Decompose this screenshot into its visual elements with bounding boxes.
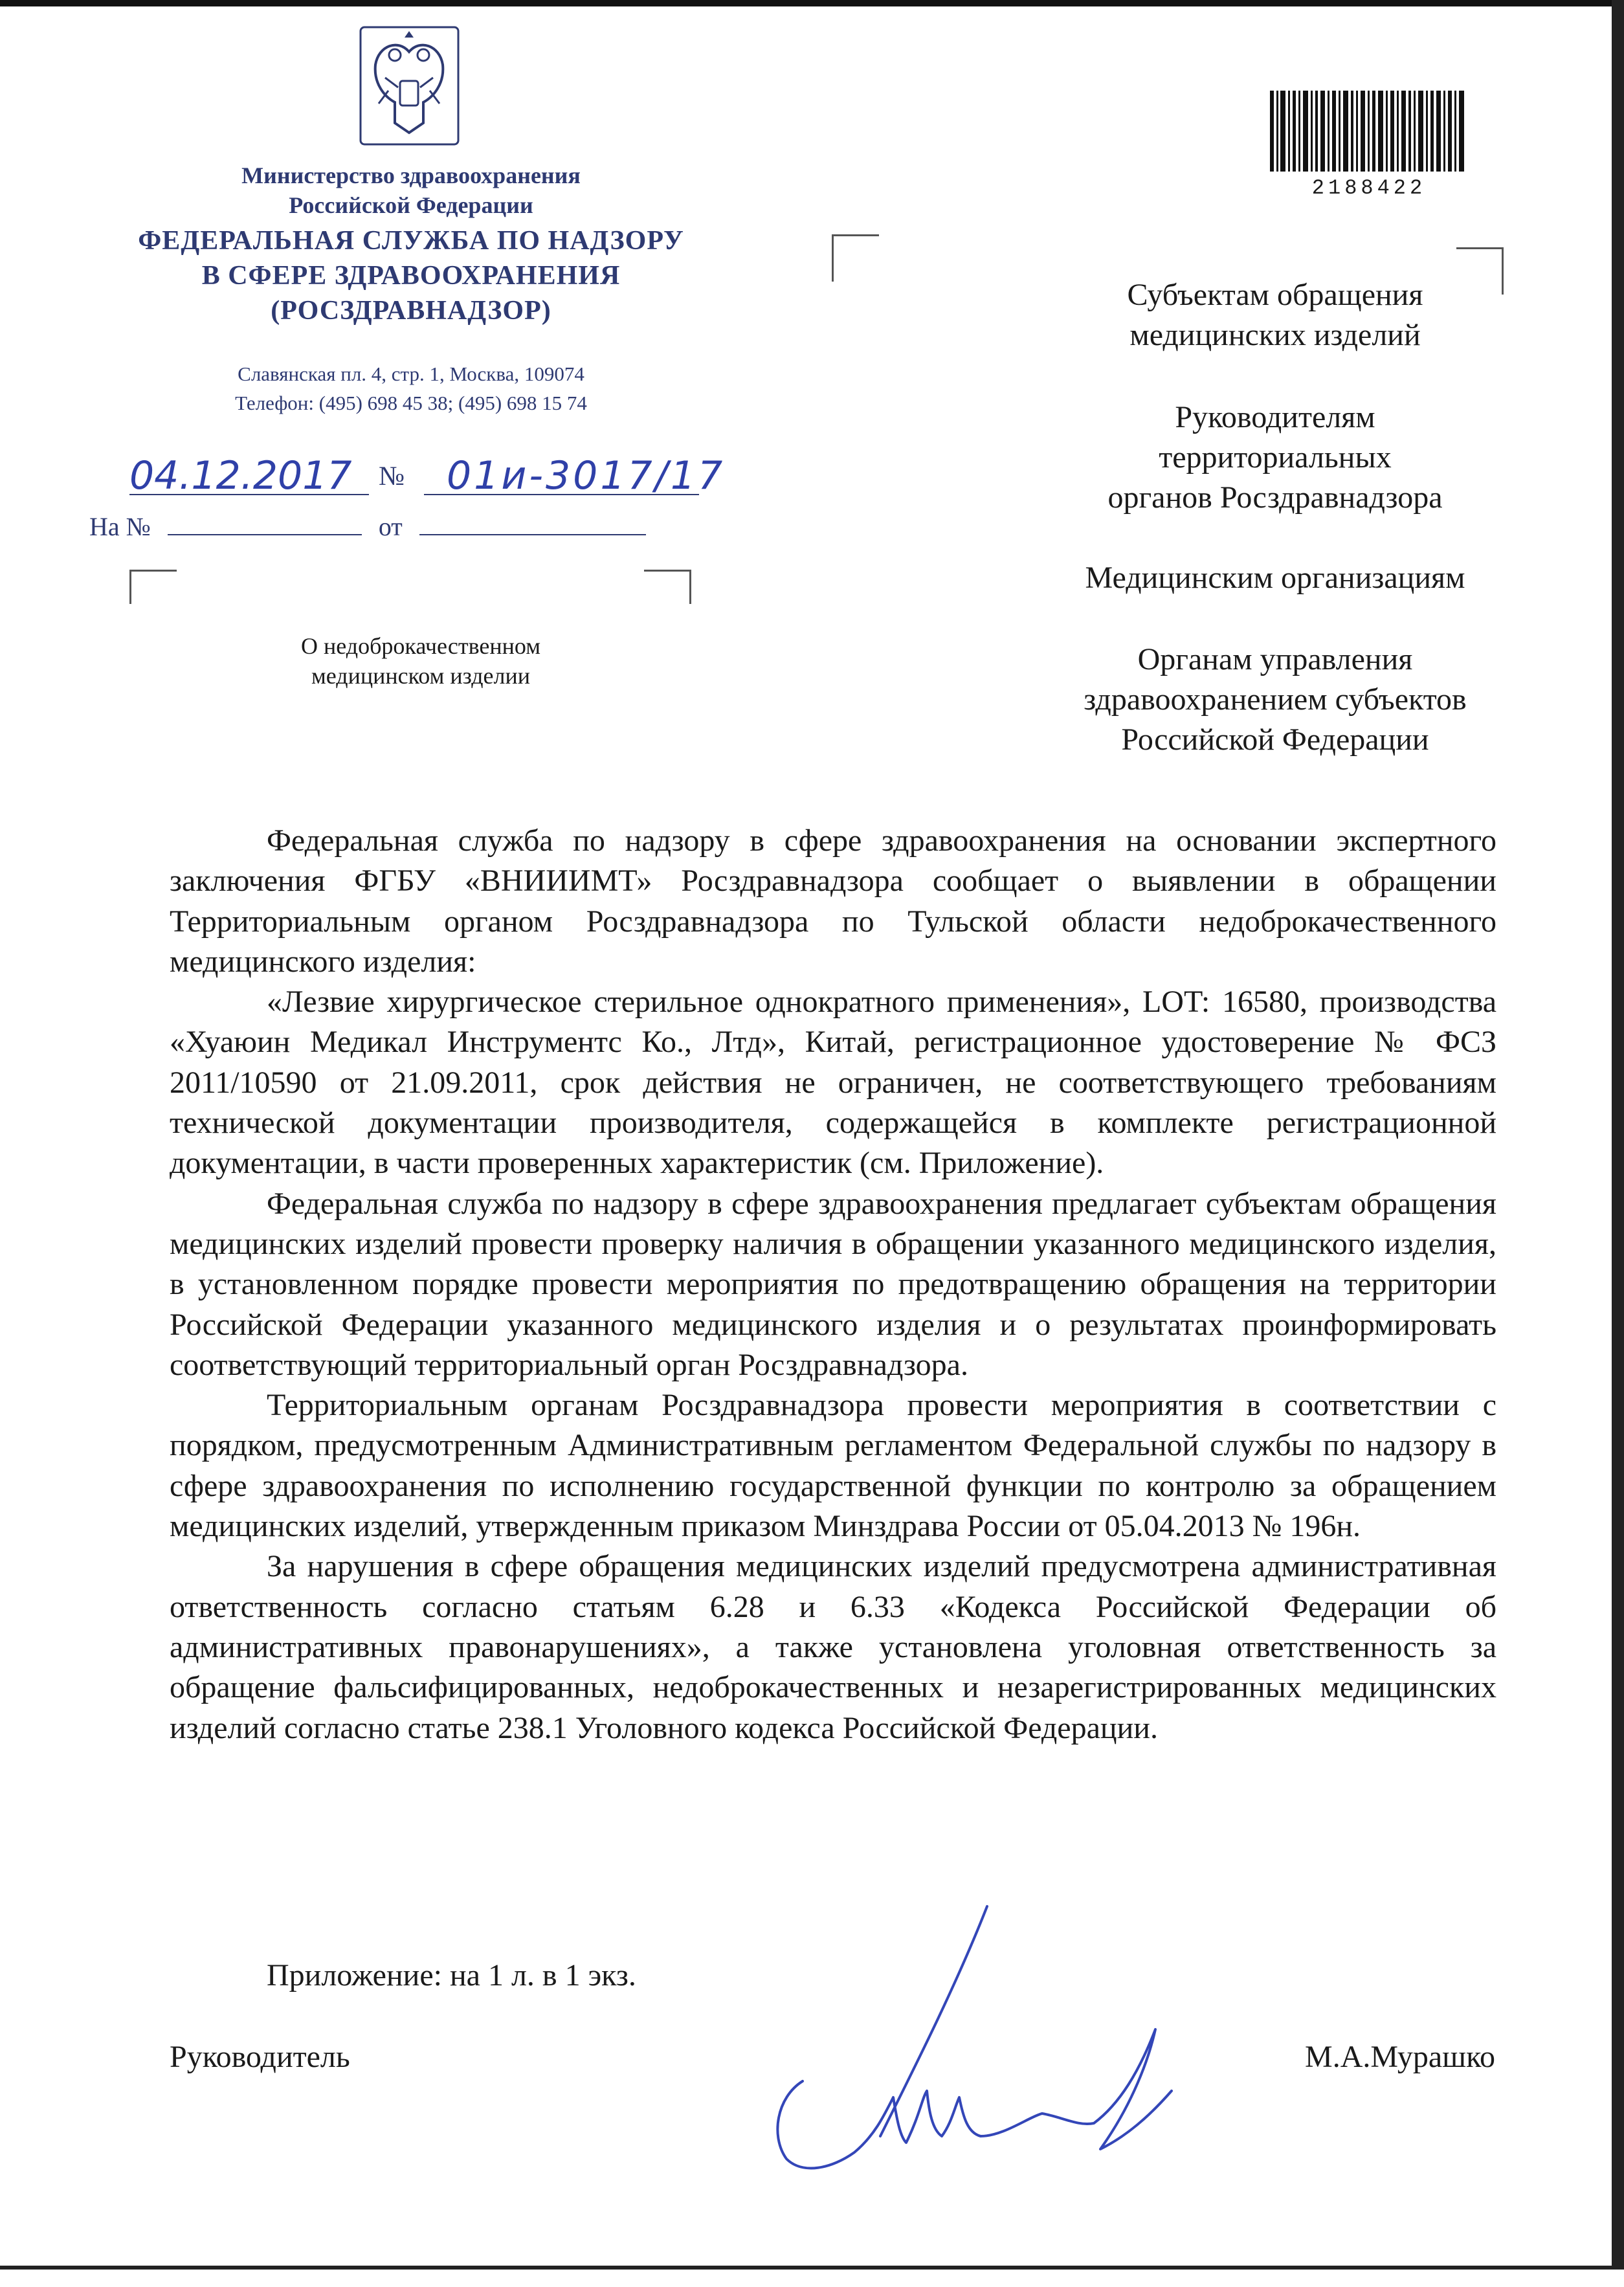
body-paragraph: За нарушения в сфере обращения медицинских изделий предусмотрена административная ответственность согласно статьям 6.28 и 6.33 «Кодекса Российской Федерации об административных правонарушениях», а также установлена уголовная ответственность за обращение фальсифицированных, недоброкачественных и незарегистрированных медицинских изделий согласно статье 238.1 Уголовного кодекса Российской Федерации. bbox=[170, 1549, 1496, 1745]
addressee-2-line-3: органов Росздравнадзора bbox=[1107, 480, 1443, 515]
service-address bbox=[129, 359, 693, 418]
addressee-2-line-2: территориальных bbox=[1159, 440, 1392, 474]
addressee-3-line-1: Медицинским организациям bbox=[1085, 561, 1465, 595]
handwritten-date: 04.12.2017 bbox=[129, 453, 352, 498]
body-paragraph: «Лезвие хирургическое стерильное однократного применения», LOT: 16580, производства «Хуаюин Медикал Инструментс Ко., Лтд», Китай, регистрационное удостоверение № ФСЗ 2011/10590 от 21.09.2011, срок действия не ограничен, не соответствующего требованиям технической документации производителя, содержащейся в комплекте регистрационной документации, в части проверенных характеристик (см. Приложение). bbox=[170, 985, 1496, 1181]
signatory-title: Руководитель bbox=[170, 2040, 350, 2074]
addressee-2-line-1: Руководителям bbox=[1175, 400, 1375, 434]
service-line-1: ФЕДЕРАЛЬНАЯ СЛУЖБА ПО НАДЗОРУ bbox=[138, 226, 684, 256]
addressee-2 bbox=[971, 397, 1579, 518]
service-line-3: (РОСЗДРАВНАДЗОР) bbox=[271, 296, 551, 326]
service-line-2: В СФЕРЕ ЗДРАВООХРАНЕНИЯ bbox=[201, 261, 621, 291]
subject-line-1: О недоброкачественном bbox=[301, 633, 540, 659]
handwritten-number: 01и-3017/17 bbox=[447, 453, 726, 498]
handwritten-signature-icon bbox=[725, 1903, 1191, 2175]
address-line: Славянская пл. 4, стр. 1, Москва, 109074 bbox=[238, 363, 584, 385]
addressee-4-line-2: здравоохранением субъектов bbox=[1084, 682, 1467, 717]
addressee-1 bbox=[971, 275, 1579, 355]
service-name bbox=[97, 223, 725, 328]
subject bbox=[194, 631, 647, 691]
reply-reference-line bbox=[89, 511, 711, 550]
scan-edge-top bbox=[0, 0, 1624, 6]
addressee-bracket-left bbox=[832, 234, 879, 282]
ministry-line-1: Министерство здравоохранения bbox=[241, 162, 581, 188]
from-label: от bbox=[378, 512, 403, 541]
reply-date-blank bbox=[419, 512, 646, 535]
signatory-name: М.А.Мурашко bbox=[1305, 2040, 1495, 2074]
reply-number-blank bbox=[168, 512, 362, 535]
letter-body bbox=[170, 821, 1496, 1748]
number-sign: № bbox=[379, 462, 405, 491]
addressee-4-line-3: Российской Федерации bbox=[1121, 722, 1429, 757]
reply-label: На № bbox=[89, 512, 151, 541]
addressee-3 bbox=[971, 558, 1579, 598]
body-paragraph: Федеральная служба по надзору в сфере здравоохранения предлагает субъектам обращения медицинских изделий провести проверку наличия в обращении указанного медицинского изделия, в установленном порядке провести мероприятия по предотвращению обращения на территории Российской Федерации указанного медицинского изделия и о результатах проинформировать соответствующий территориальный орган Росздравнадзора. bbox=[170, 1186, 1496, 1382]
addressee-4-line-1: Органам управления bbox=[1137, 642, 1413, 676]
bracket-top-left bbox=[129, 570, 177, 604]
subject-line-2: медицинском изделии bbox=[311, 663, 531, 689]
bracket-top-right bbox=[644, 570, 691, 604]
body-paragraph: Федеральная служба по надзору в сфере здравоохранения на основании экспертного заключения ФГБУ «ВНИИИМТ» Росздравнадзора сообщает о выявлении в обращении Территориальным органом Росздравнадзора по Тульской области недоброкачественного медицинского изделия: bbox=[170, 823, 1496, 979]
barcode-icon bbox=[1269, 91, 1469, 181]
double-headed-eagle-emblem-icon bbox=[359, 26, 460, 146]
addressee-1-line-1: Субъектам обращения bbox=[1127, 278, 1423, 312]
scan-edge-right bbox=[1612, 0, 1624, 2283]
body-paragraph: Территориальным органам Росздравнадзора провести мероприятия в соответствии с порядком, предусмотренным Административным регламентом Федеральной службы по надзору в сфере здравоохранения по исполнению государственной функции по контролю за обращением медицинских изделий, утвержденным приказом Минздрава России от 05.04.2013 № 196н. bbox=[170, 1388, 1496, 1544]
attachment-note: Приложение: на 1 л. в 1 экз. bbox=[267, 1958, 636, 1992]
barcode-number: 2188422 bbox=[1311, 176, 1427, 200]
addressee-1-line-2: медицинских изделий bbox=[1129, 318, 1421, 352]
scan-edge-bottom bbox=[0, 2266, 1624, 2287]
addressee-4 bbox=[971, 640, 1579, 760]
date-underline bbox=[129, 492, 841, 505]
ministry-line-2: Российской Федерации bbox=[289, 192, 533, 218]
ministry-name bbox=[162, 161, 660, 220]
phone-line: Телефон: (495) 698 45 38; (495) 698 15 74 bbox=[235, 392, 587, 414]
